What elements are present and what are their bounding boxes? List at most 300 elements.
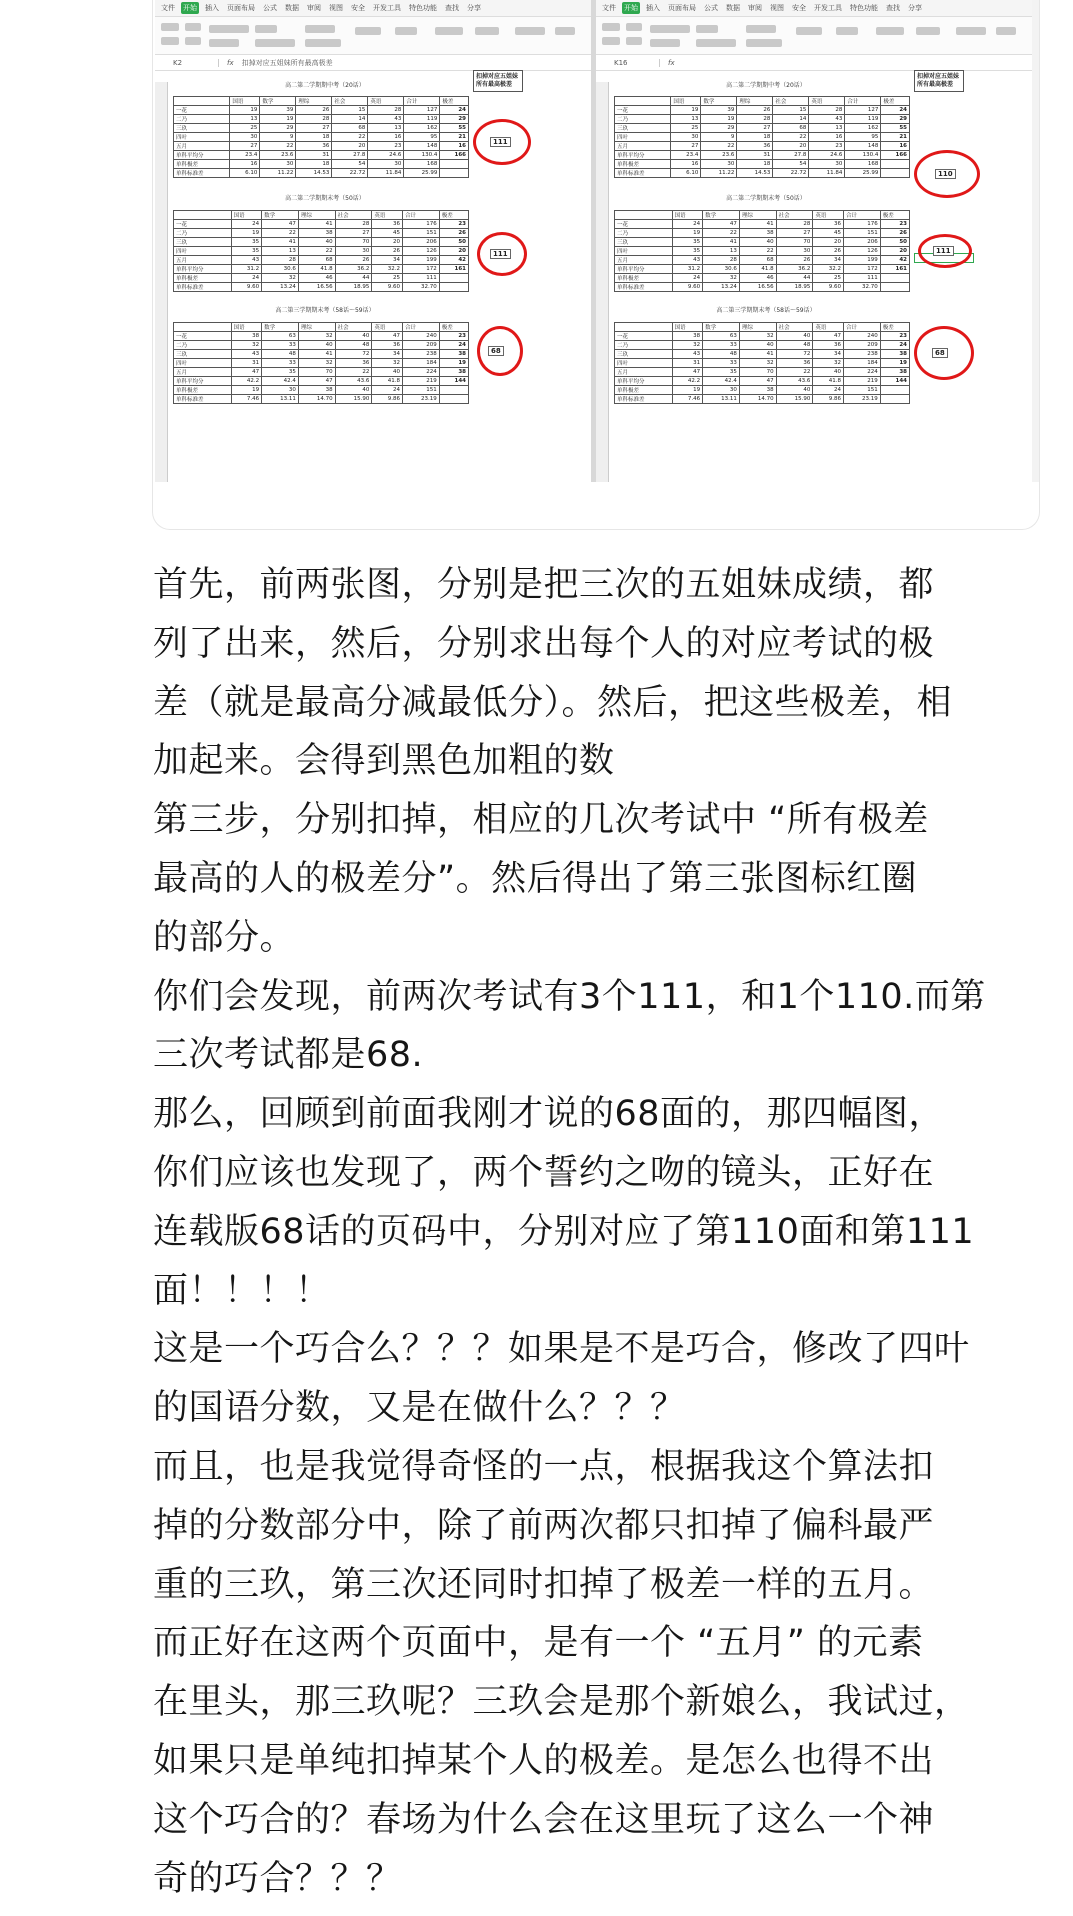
table-cell[interactable]: 28 [809,106,845,115]
table-cell[interactable]: 43.6 [776,377,813,386]
table-cell[interactable]: 23.19 [843,395,880,404]
table-cell[interactable]: 20 [372,238,403,247]
table-cell[interactable]: 38 [739,386,776,395]
table-cell[interactable]: 72 [335,350,372,359]
table-cell[interactable]: 70 [298,368,335,377]
table-cell[interactable]: 144 [880,377,909,386]
table-cell[interactable]: 23 [880,220,909,229]
table-cell[interactable]: 13.11 [703,395,740,404]
ribbon-tab[interactable]: 数据 [285,4,299,12]
table-cell[interactable]: 14.53 [296,169,332,178]
table-cell[interactable]: 16 [230,160,260,169]
table-cell[interactable]: 22.72 [332,169,368,178]
table-cell[interactable]: 30 [701,160,737,169]
table-cell[interactable]: 14 [773,115,809,124]
ribbon-tab[interactable]: 审阅 [748,4,762,12]
table-cell[interactable]: 41 [739,220,776,229]
table-cell[interactable]: 29 [440,115,469,124]
table-cell[interactable]: 40 [776,332,813,341]
table-cell[interactable]: 36 [296,142,332,151]
table-cell[interactable]: 46 [298,274,335,283]
toolbar-button-icon[interactable] [555,27,575,35]
table-cell[interactable]: 35 [231,247,262,256]
table-cell[interactable]: 31 [672,359,703,368]
table-cell[interactable]: 47 [372,332,403,341]
toolbar-button-icon[interactable] [161,23,179,31]
table-cell[interactable]: 22 [776,368,813,377]
toolbar-button-icon[interactable] [185,23,201,31]
table-cell[interactable]: 224 [402,368,439,377]
table-cell[interactable]: 33 [262,359,299,368]
table-cell[interactable]: 32 [372,359,403,368]
table-cell[interactable]: 68 [298,256,335,265]
table-cell[interactable]: 24 [672,274,703,283]
table-cell[interactable]: 19 [671,106,701,115]
table-cell[interactable]: 13 [230,115,260,124]
table-cell[interactable]: 41.8 [813,377,844,386]
ribbon-tab[interactable]: 插入 [646,4,660,12]
table-cell[interactable]: 35 [262,368,299,377]
table-cell[interactable]: 23.4 [230,151,260,160]
table-cell[interactable]: 15.90 [335,395,372,404]
table-cell[interactable]: 22 [260,142,296,151]
table-cell[interactable]: 24 [672,220,703,229]
table-cell[interactable]: 26 [335,256,372,265]
toolbar-button-icon[interactable] [650,25,690,33]
table-cell[interactable]: 26 [880,229,909,238]
table-cell[interactable]: 22 [773,133,809,142]
table-cell[interactable]: 30 [776,247,813,256]
toolbar-button-icon[interactable] [305,25,335,33]
table-cell[interactable]: 42.2 [231,377,262,386]
table-cell[interactable]: 209 [402,341,439,350]
table-cell[interactable]: 27 [776,229,813,238]
table-cell[interactable]: 18.95 [335,283,372,292]
table-cell[interactable]: 30.6 [703,265,740,274]
table-cell[interactable]: 23.4 [671,151,701,160]
table-cell[interactable]: 14 [332,115,368,124]
table-cell[interactable] [439,283,468,292]
table-cell[interactable]: 27 [737,124,773,133]
table-cell[interactable]: 27 [335,229,372,238]
table-cell[interactable]: 34 [372,256,403,265]
table-cell[interactable]: 148 [404,142,440,151]
table-cell[interactable]: 19 [260,115,296,124]
table-cell[interactable]: 32 [298,359,335,368]
table-cell[interactable]: 127 [845,106,881,115]
table-cell[interactable]: 14.70 [298,395,335,404]
table-cell[interactable]: 41 [739,350,776,359]
table-cell[interactable]: 184 [843,359,880,368]
table-cell[interactable]: 44 [335,274,372,283]
table-cell[interactable]: 27 [230,142,260,151]
toolbar-button-icon[interactable] [650,39,680,47]
table-cell[interactable]: 31.2 [672,265,703,274]
table-cell[interactable]: 28 [368,106,404,115]
table-cell[interactable]: 240 [843,332,880,341]
table-cell[interactable] [439,274,468,283]
toolbar-button-icon[interactable] [475,27,499,35]
table-cell[interactable]: 24.6 [809,151,845,160]
table-cell[interactable]: 29 [260,124,296,133]
table-cell[interactable]: 38 [739,229,776,238]
table-cell[interactable]: 23 [439,220,468,229]
table-cell[interactable]: 23 [809,142,845,151]
table-cell[interactable]: 16.56 [739,283,776,292]
table-cell[interactable]: 20 [813,238,844,247]
toolbar-button-icon[interactable] [355,27,381,35]
table-cell[interactable]: 32 [813,359,844,368]
table-cell[interactable]: 29 [881,115,910,124]
table-cell[interactable]: 33 [703,341,740,350]
table-cell[interactable]: 224 [843,368,880,377]
table-cell[interactable]: 13.24 [703,283,740,292]
table-cell[interactable]: 161 [880,265,909,274]
toolbar-button-icon[interactable] [996,27,1016,35]
table-cell[interactable]: 22 [262,229,299,238]
table-cell[interactable]: 25.99 [845,169,881,178]
table-cell[interactable]: 9 [701,133,737,142]
table-cell[interactable]: 127 [404,106,440,115]
table-cell[interactable]: 9.60 [231,283,262,292]
table-cell[interactable]: 24 [231,274,262,283]
table-cell[interactable]: 25 [372,274,403,283]
cell-reference-box[interactable]: K2 [155,59,219,67]
ribbon-tab[interactable]: 文件 [161,4,175,12]
table-cell[interactable]: 40 [298,341,335,350]
table-cell[interactable] [880,395,909,404]
table-cell[interactable]: 9.86 [372,395,403,404]
table-cell[interactable]: 48 [262,350,299,359]
table-cell[interactable]: 42 [439,256,468,265]
table-cell[interactable]: 34 [813,256,844,265]
table-cell[interactable]: 119 [845,115,881,124]
table-cell[interactable] [439,386,468,395]
table-cell[interactable]: 19 [231,229,262,238]
table-cell[interactable]: 144 [439,377,468,386]
table-cell[interactable]: 28 [296,115,332,124]
table-cell[interactable]: 32 [231,341,262,350]
table-cell[interactable]: 13 [809,124,845,133]
table-cell[interactable]: 35 [672,238,703,247]
table-cell[interactable]: 13 [671,115,701,124]
table-cell[interactable]: 184 [402,359,439,368]
table-cell[interactable]: 18 [296,160,332,169]
table-cell[interactable]: 54 [332,160,368,169]
table-cell[interactable]: 30.6 [262,265,299,274]
table-cell[interactable]: 36.2 [335,265,372,274]
table-cell[interactable]: 9.60 [813,283,844,292]
table-cell[interactable]: 111 [843,274,880,283]
ribbon-tab[interactable]: 分享 [908,4,922,12]
table-cell[interactable]: 36 [776,359,813,368]
toolbar-button-icon[interactable] [602,37,620,45]
table-cell[interactable]: 47 [231,368,262,377]
table-cell[interactable] [881,160,910,169]
table-cell[interactable]: 6.10 [230,169,260,178]
table-cell[interactable]: 35 [703,368,740,377]
table-cell[interactable]: 40 [335,386,372,395]
table-cell[interactable]: 176 [843,220,880,229]
table-cell[interactable]: 24 [439,341,468,350]
table-cell[interactable]: 22 [298,247,335,256]
table-cell[interactable]: 25 [813,274,844,283]
toolbar-button-icon[interactable] [796,27,822,35]
table-cell[interactable]: 30 [703,386,740,395]
table-cell[interactable]: 176 [402,220,439,229]
table-cell[interactable]: 42.4 [703,377,740,386]
toolbar-button-icon[interactable] [515,27,545,35]
table-cell[interactable]: 36.2 [776,265,813,274]
ribbon-tab[interactable]: 开始 [624,4,638,12]
table-cell[interactable]: 19 [672,229,703,238]
table-cell[interactable]: 26 [813,247,844,256]
table-cell[interactable]: 199 [843,256,880,265]
table-cell[interactable]: 166 [440,151,469,160]
ribbon-tab[interactable]: 视图 [329,4,343,12]
table-cell[interactable]: 36 [737,142,773,151]
toolbar-button-icon[interactable] [956,27,986,35]
table-cell[interactable]: 48 [703,350,740,359]
ribbon-tab[interactable]: 页面布局 [668,4,696,12]
table-cell[interactable]: 15 [773,106,809,115]
table-cell[interactable]: 41.8 [739,265,776,274]
table-cell[interactable]: 32 [739,332,776,341]
table-cell[interactable]: 30 [230,133,260,142]
toolbar-button-icon[interactable] [876,27,904,35]
toolbar-button-icon[interactable] [161,37,179,45]
table-cell[interactable]: 28 [776,220,813,229]
table-cell[interactable]: 14.70 [739,395,776,404]
table-cell[interactable]: 13.24 [262,283,299,292]
table-cell[interactable]: 32.70 [402,283,439,292]
ribbon-tab[interactable]: 查找 [445,4,459,12]
table-cell[interactable]: 206 [402,238,439,247]
toolbar-button-icon[interactable] [185,37,201,45]
table-cell[interactable]: 32 [298,332,335,341]
table-cell[interactable]: 219 [402,377,439,386]
table-cell[interactable] [880,283,909,292]
table-cell[interactable]: 33 [703,359,740,368]
table-cell[interactable]: 20 [332,142,368,151]
toolbar-button-icon[interactable] [836,27,858,35]
table-cell[interactable]: 25 [230,124,260,133]
table-cell[interactable]: 46 [739,274,776,283]
table-cell[interactable]: 30 [809,160,845,169]
table-cell[interactable]: 18.95 [776,283,813,292]
table-cell[interactable]: 14.53 [737,169,773,178]
table-cell[interactable]: 151 [843,229,880,238]
table-cell[interactable]: 22 [335,368,372,377]
table-cell[interactable]: 22 [703,229,740,238]
table-cell[interactable]: 35 [231,238,262,247]
ribbon-tab[interactable]: 特色功能 [850,4,878,12]
table-cell[interactable]: 9.86 [813,395,844,404]
table-cell[interactable]: 151 [843,386,880,395]
table-cell[interactable]: 68 [773,124,809,133]
table-cell[interactable]: 219 [843,377,880,386]
table-cell[interactable]: 24 [813,386,844,395]
table-cell[interactable]: 19 [439,359,468,368]
table-cell[interactable]: 16 [809,133,845,142]
table-cell[interactable]: 151 [402,229,439,238]
table-cell[interactable]: 24.6 [368,151,404,160]
table-cell[interactable]: 31 [296,151,332,160]
table-cell[interactable]: 54 [773,160,809,169]
table-cell[interactable]: 35 [672,247,703,256]
ribbon-tab[interactable]: 公式 [263,4,277,12]
table-cell[interactable]: 22.72 [773,169,809,178]
table-cell[interactable]: 13 [703,247,740,256]
table-cell[interactable]: 126 [843,247,880,256]
table-cell[interactable]: 27.8 [332,151,368,160]
ribbon-tab[interactable]: 公式 [704,4,718,12]
table-cell[interactable]: 31.2 [231,265,262,274]
table-cell[interactable]: 111 [402,274,439,283]
table-cell[interactable]: 32 [672,341,703,350]
toolbar-button-icon[interactable] [209,25,249,33]
table-cell[interactable]: 25 [671,124,701,133]
table-cell[interactable]: 161 [439,265,468,274]
table-cell[interactable]: 20 [439,247,468,256]
table-cell[interactable]: 40 [335,332,372,341]
ribbon-tab[interactable]: 文件 [602,4,616,12]
table-cell[interactable]: 26 [372,247,403,256]
table-cell[interactable]: 18 [737,160,773,169]
table-cell[interactable]: 41 [298,350,335,359]
table-cell[interactable]: 45 [372,229,403,238]
table-cell[interactable] [880,386,909,395]
toolbar-button-icon[interactable] [305,39,341,47]
table-cell[interactable]: 13 [368,124,404,133]
table-cell[interactable]: 44 [776,274,813,283]
table-cell[interactable]: 28 [703,256,740,265]
toolbar-button-icon[interactable] [746,25,776,33]
toolbar-button-icon[interactable] [626,37,642,45]
table-cell[interactable]: 25.99 [404,169,440,178]
table-cell[interactable]: 33 [262,341,299,350]
table-cell[interactable]: 23 [368,142,404,151]
table-cell[interactable]: 43 [231,256,262,265]
table-cell[interactable]: 27.8 [773,151,809,160]
table-cell[interactable]: 41 [262,238,299,247]
screenshot-image-card[interactable] [152,0,1040,530]
table-cell[interactable]: 32 [739,359,776,368]
ribbon-tab[interactable]: 开发工具 [814,4,842,12]
table-cell[interactable]: 95 [404,133,440,142]
table-cell[interactable]: 38 [880,368,909,377]
cell-reference-box[interactable]: K16 [596,59,660,67]
table-cell[interactable]: 36 [372,220,403,229]
table-cell[interactable]: 50 [880,238,909,247]
table-cell[interactable]: 40 [372,368,403,377]
table-cell[interactable]: 151 [402,386,439,395]
table-cell[interactable]: 47 [298,377,335,386]
table-cell[interactable]: 148 [845,142,881,151]
table-cell[interactable]: 70 [335,238,372,247]
table-cell[interactable]: 40 [739,341,776,350]
table-cell[interactable]: 38 [439,368,468,377]
table-cell[interactable]: 30 [671,133,701,142]
ribbon-tab[interactable]: 页面布局 [227,4,255,12]
table-cell[interactable]: 28 [335,220,372,229]
table-cell[interactable] [440,160,469,169]
table-cell[interactable]: 27 [671,142,701,151]
toolbar-button-icon[interactable] [746,39,782,47]
table-cell[interactable]: 36 [813,341,844,350]
table-cell[interactable]: 38 [439,350,468,359]
table-cell[interactable]: 55 [881,124,910,133]
table-cell[interactable]: 24 [881,106,910,115]
table-cell[interactable]: 24 [880,341,909,350]
table-cell[interactable]: 40 [813,368,844,377]
ribbon-tab[interactable]: 安全 [792,4,806,12]
table-cell[interactable]: 16 [368,133,404,142]
table-cell[interactable]: 22 [739,247,776,256]
table-cell[interactable]: 11.22 [701,169,737,178]
table-cell[interactable]: 21 [881,133,910,142]
formula-value[interactable]: 扣掉对应五姐妹所有最高极差 [241,58,333,67]
table-cell[interactable] [881,169,910,178]
table-cell[interactable]: 119 [404,115,440,124]
table-cell[interactable]: 18 [296,133,332,142]
table-cell[interactable]: 70 [776,238,813,247]
table-cell[interactable]: 24 [231,220,262,229]
table-cell[interactable]: 16 [440,142,469,151]
table-cell[interactable]: 238 [402,350,439,359]
table-cell[interactable]: 6.10 [671,169,701,178]
ribbon-tab[interactable]: 视图 [770,4,784,12]
table-cell[interactable]: 172 [402,265,439,274]
toolbar-button-icon[interactable] [626,23,642,31]
table-cell[interactable]: 43 [672,256,703,265]
table-cell[interactable]: 63 [262,332,299,341]
ribbon-tab[interactable]: 安全 [351,4,365,12]
table-cell[interactable]: 209 [843,341,880,350]
table-cell[interactable]: 43.6 [335,377,372,386]
table-cell[interactable]: 70 [739,368,776,377]
table-cell[interactable]: 11.22 [260,169,296,178]
table-cell[interactable]: 26 [776,256,813,265]
ribbon-tab[interactable]: 分享 [467,4,481,12]
table-cell[interactable]: 22 [701,142,737,151]
table-cell[interactable]: 30 [368,160,404,169]
table-cell[interactable]: 16.56 [298,283,335,292]
table-cell[interactable]: 32.2 [372,265,403,274]
table-cell[interactable]: 19 [230,106,260,115]
table-cell[interactable]: 47 [703,220,740,229]
table-cell[interactable]: 41 [298,220,335,229]
table-cell[interactable]: 42 [880,256,909,265]
table-cell[interactable]: 32 [262,274,299,283]
table-cell[interactable]: 26 [296,106,332,115]
table-cell[interactable]: 36 [335,359,372,368]
table-cell[interactable]: 40 [298,238,335,247]
table-cell[interactable]: 55 [440,124,469,133]
table-cell[interactable]: 32 [703,274,740,283]
table-cell[interactable]: 41.8 [298,265,335,274]
table-cell[interactable]: 11.84 [368,169,404,178]
table-cell[interactable]: 39 [260,106,296,115]
table-cell[interactable]: 39 [701,106,737,115]
toolbar-button-icon[interactable] [255,39,295,47]
table-cell[interactable]: 18 [737,133,773,142]
table-cell[interactable]: 36 [372,341,403,350]
table-cell[interactable]: 38 [880,350,909,359]
table-cell[interactable]: 38 [231,332,262,341]
table-cell[interactable]: 72 [776,350,813,359]
table-cell[interactable]: 40 [739,238,776,247]
